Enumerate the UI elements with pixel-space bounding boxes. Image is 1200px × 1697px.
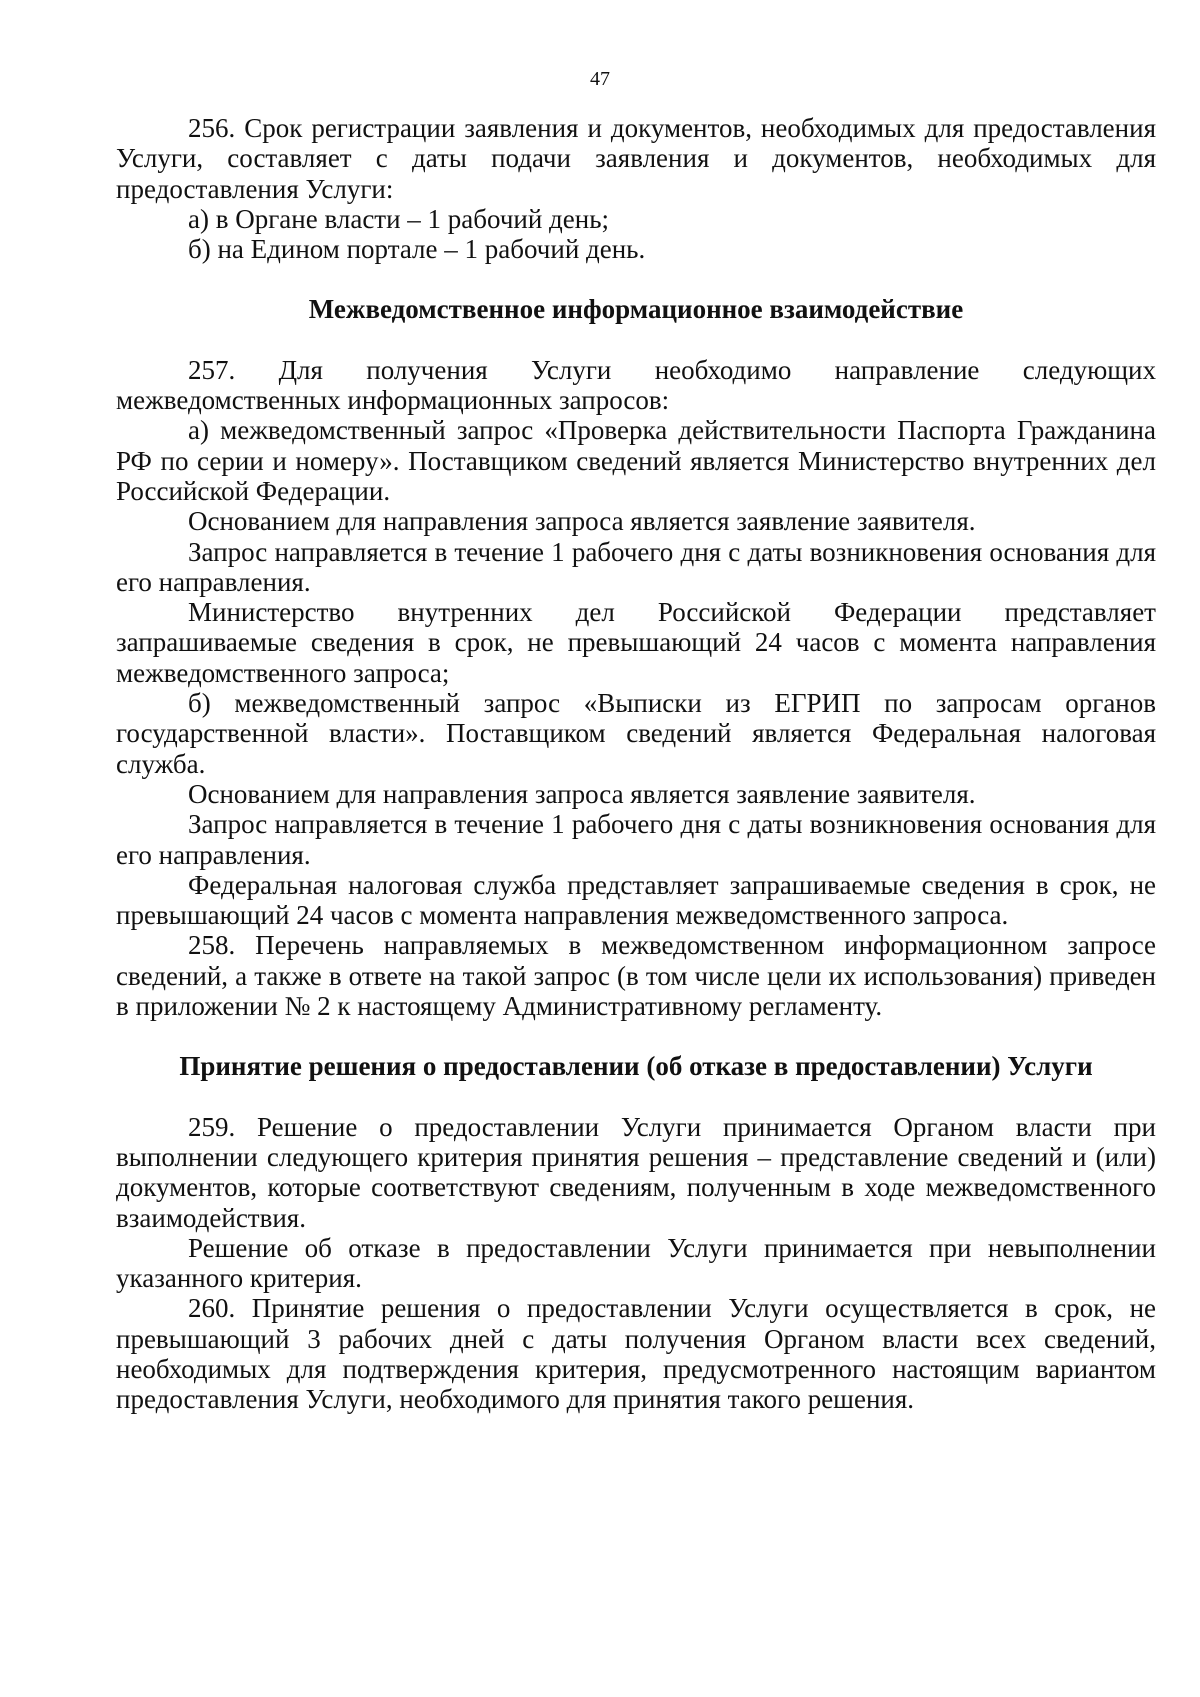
list-item-b: б) на Едином портале – 1 рабочий день. xyxy=(188,234,646,265)
paragraph: Решение об отказе в предоставлении Услуги принимается при невыполнении указанного критерия. xyxy=(116,1232,1156,1294)
section-heading-interagency: Межведомственное информационное взаимодействие xyxy=(308,294,964,325)
document-body xyxy=(116,113,1156,1415)
paragraph: Министерство внутренних дел Российской Федерации представляет запрашиваемые сведения в срок, не превышающий 24 часов с момента направления межведомственного запроса; xyxy=(116,597,1156,688)
paragraph-260: 260. Принятие решения о предоставлении Услуги осуществляется в срок, не превышающий 3 рабочих дней с даты получения Органом власти всех сведений, необходимых для подтверждения критерия, предусмотренного настоящим вариантом предоставления Услуги, необходимого для принятия такого решения. xyxy=(116,1293,1156,1415)
paragraph: Федеральная налоговая служба представляет запрашиваемые сведения в срок, не превышающий 24 часов с момента направления межведомственного запроса. xyxy=(116,869,1156,931)
paragraph-256: 256. Срок регистрации заявления и документов, необходимых для предоставления Услуги, составляет с даты подачи заявления и документов, необходимых для предоставления Услуги: xyxy=(116,113,1156,204)
list-item-b: б) межведомственный запрос «Выписки из ЕГРИП по запросам органов государственной власти». Поставщиком сведений является Федеральная налоговая служба. xyxy=(116,688,1156,779)
list-item-a: а) межведомственный запрос «Проверка действительности Паспорта Гражданина РФ по серии и номеру». Поставщиком сведений является Министерство внутренних дел Российской Федерации. xyxy=(116,415,1156,506)
section-heading-decision: Принятие решения о предоставлении (об отказе в предоставлении) Услуги xyxy=(179,1051,1093,1082)
paragraph-257: 257. Для получения Услуги необходимо направление следующих межведомственных информационных запросов: xyxy=(116,354,1156,416)
paragraph-258: 258. Перечень направляемых в межведомственном информационном запросе сведений, а также в ответе на такой запрос (в том числе цели их использования) приведен в приложении № 2 к настоящему Административному регламенту. xyxy=(116,930,1156,1022)
page-number: 47 xyxy=(590,68,610,90)
paragraph: Основанием для направления запроса является заявление заявителя. xyxy=(188,506,976,537)
paragraph: Запрос направляется в течение 1 рабочего дня с даты возникновения основания для его направления. xyxy=(116,536,1156,597)
paragraph: Запрос направляется в течение 1 рабочего дня с даты возникновения основания для его направления. xyxy=(116,809,1156,870)
list-item-a: а) в Органе власти – 1 рабочий день; xyxy=(188,203,610,234)
paragraph-259: 259. Решение о предоставлении Услуги принимается Органом власти при выполнении следующего критерия принятия решения – представление сведений и (или) документов, которые соответствуют сведениям, полученным в ходе межведомственного взаимодействия. xyxy=(116,1111,1156,1233)
paragraph: Основанием для направления запроса является заявление заявителя. xyxy=(188,778,976,809)
